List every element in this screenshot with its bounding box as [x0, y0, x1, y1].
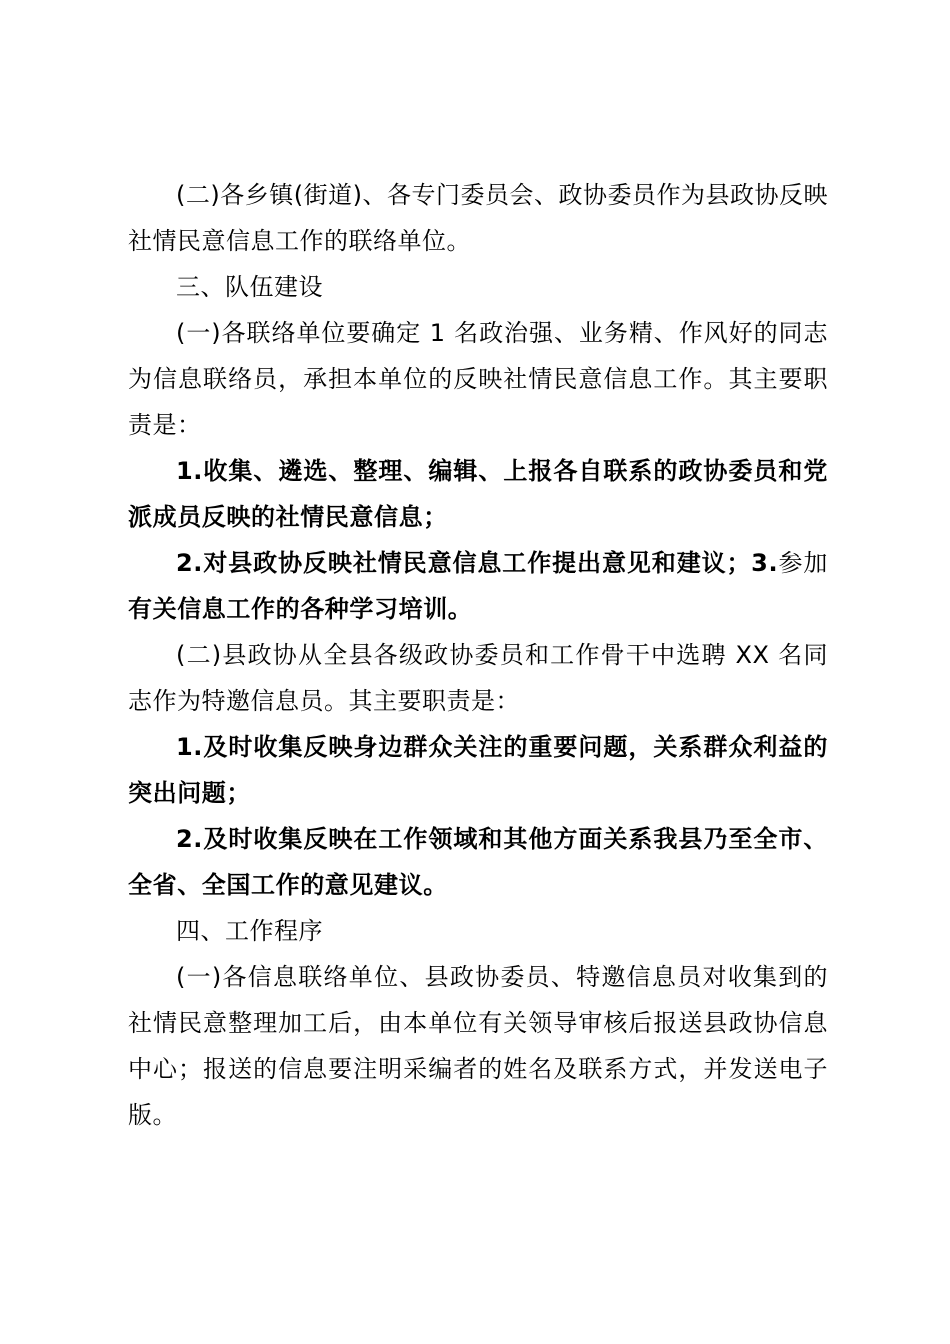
- duty-item-suggest-text: 2.对县政协反映社情民意信息工作提出意见和建议；3.: [176, 549, 779, 577]
- paragraph-submission-procedure: (一)各信息联络单位、县政协委员、特邀信息员对收集到的社情民意整理加工后，由本单位有关领导审核后报送县政协信息中心；报送的信息要注明采编者的姓名及联系方式，并发送电子版。: [128, 963, 828, 1129]
- duty-item-public-concerns: 1.及时收集反映身边群众关注的重要问题，关系群众利益的突出问题；: [128, 733, 828, 807]
- section-heading-work-procedure: 四、工作程序: [176, 917, 323, 945]
- duty-item-opinions: 2.及时收集反映在工作领域和其他方面关系我县乃至全市、全省、全国工作的意见建议。: [128, 825, 828, 899]
- duty-item-training-text: 有关信息工作的各种学习培训。: [128, 595, 473, 623]
- document-body: [128, 172, 828, 1138]
- duty-item-collect: 1.收集、遴选、整理、编辑、上报各自联系的政协委员和党派成员反映的社情民意信息；: [128, 457, 828, 531]
- paragraph-liaison-units: (二)各乡镇(街道)、各专门委员会、政协委员作为县政协反映社情民意信息工作的联络单位。: [128, 181, 828, 255]
- paragraph-special-informants: (二)县政协从全县各级政协委员和工作骨干中选聘 XX 名同志作为特邀信息员。其主要职责是：: [128, 641, 828, 715]
- paragraph-liaison-officer: (一)各联络单位要确定 1 名政治强、业务精、作风好的同志为信息联络员，承担本单位的反映社情民意信息工作。其主要职责是：: [128, 319, 828, 439]
- section-heading-team-building: 三、队伍建设: [176, 273, 323, 301]
- duty-item-attend-text: 参加: [778, 549, 829, 577]
- duty-item-suggest-and-train: [128, 540, 828, 632]
